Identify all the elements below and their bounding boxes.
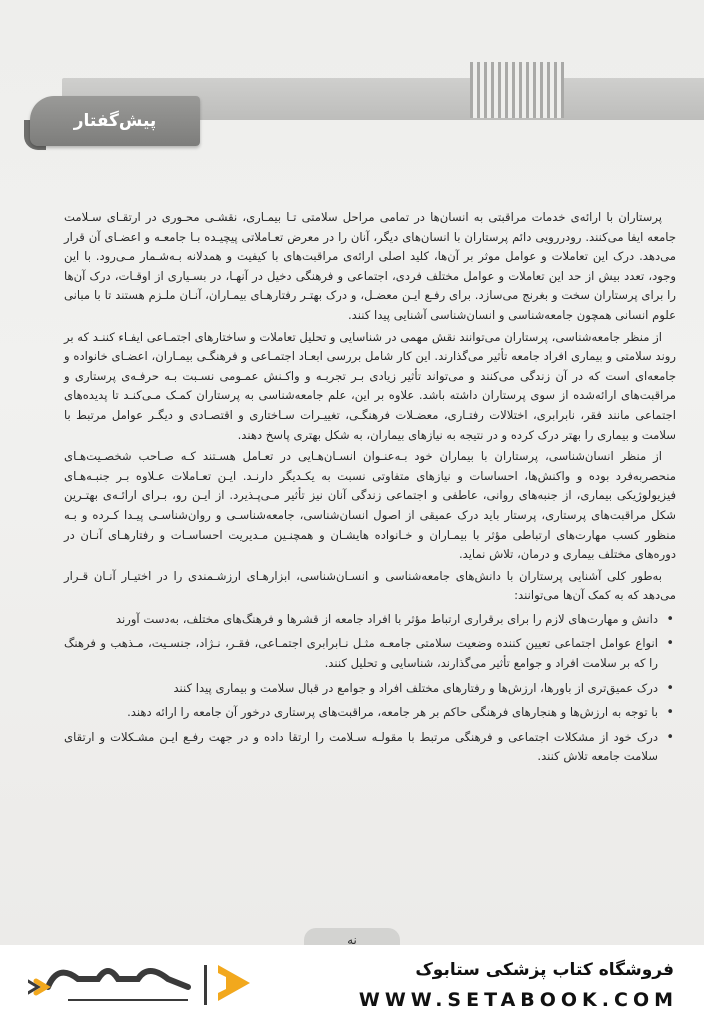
- list-item: • دانش و مهارت‌های لازم را برای برقراری ارتباط مؤثر با افراد جامعه از قشرها و فرهنگ‌های مختلف، به‌دست آورند: [64, 610, 658, 630]
- preface-body: [64, 208, 676, 772]
- header-stripes-decoration: [470, 62, 564, 118]
- setabook-logo-icon: [28, 957, 278, 1013]
- page-number: نه: [304, 928, 400, 945]
- paragraph: به‌طور کلی آشنایی پرستاران با دانش‌های جامعه‌شناسی و انسـان‌شناسی، ابزارهـای ارزشـمندی را در اختیـار آنـان قـرار می‌دهد که به کمک آن‌ها می‌توانند:: [64, 568, 676, 603]
- paragraph: از منظر جامعه‌شناسی، پرستاران می‌توانند نقش مهمی در شناسایی و تحلیل تعاملات و ساختارهای اجتمـاعی ایفـاء کننـد که بر روند سلامتی و بیماری افراد جامعه تأثیر می‌گذارند. این کار شامل بررسی ابعـاد اجتمـاعی و فرهنگـی بیمـاران، اعضـای خانواده و جامعه‌ای است که در آن زندگی می‌کنند و می‌تواند تأثیر زیادی بـر تجربـه و واکـنش عمـومی نسـبت بـه حرفـه‌ی پرستاری و مراقبت‌های ارائه‌شده از سوی پرستاران داشته باشد. علاوه بر این، علم جامعه‌شناسی به پرستاران کمـک مـی‌کنـد تا پدیده‌های اجتماعی مانند فقر، نابرابری، اختلالات رفتـاری، معضـلات فرهنگـی، تغییـرات سـاختاری و اقتصـادی و دیگـر عوامل مرتبط با سلامت و بیماری را بهتر درک کرده و در نتیجه به نیازهای بیماران، به شکل بهتری پاسخ دهند.: [64, 329, 676, 442]
- shop-title: فروشگاه کتاب پزشکی ستابوک: [415, 960, 674, 980]
- section-title-tab: [30, 96, 200, 146]
- list-item: • درک خود از مشکلات اجتماعی و فرهنگی مرتبط با مقولـه سـلامت را ارتقا داده و در جهت رفـع ایـن مشـکلات و ارتقای سلامت جامعه تلاش کنند.: [64, 728, 658, 767]
- paragraph: از منظر انسان‌شناسی، پرستاران با بیماران خود بـه‌عنـوان انسـان‌هـایی در تعـامل هسـتند کـه صـاحب شخصـیت‌هـای منحصربه‌فرد بوده و واکنش‌ها، احساسات و نیازهای متفاوتی نسبت به یکـدیگر دارنـد. ایـن تعـاملات عـلاوه بـر جنبـه‌هـای فیزیولوژیکی بیماری، از جنبه‌های روانی، عاطفی و اجتماعی زندگی آنان نیز تأثیر مـی‌پـذیرد. از ایـن رو، بـرای ارائـه‌ی بهتـرین شکل مراقبت‌های پرستاری، پرستار باید درک عمیقی از اصول انسان‌شناسی، جامعه‌شناسـی و روان‌شناسـی پیـدا کـرده و بـه منظور کسب مهارت‌های ارتباطی مؤثر با بیمـاران و خـانواده هایشـان و همچنـین مـدیریت احساسـات و رفتارهـای آنـان در دوره‌های مختلف بیماری و درمان، تلاش نماید.: [64, 449, 676, 562]
- list-item: • انواع عوامل اجتماعی تعیین کننده وضعیت سلامتی جامعـه مثـل نـابرابری اجتمـاعی، فقـر، نـژاد، جنسـیت، مـذهب و فرهنگ را که بر سلامت افراد و جوامع تأثیر می‌گذارند، شناسایی و تحلیل کنند.: [64, 634, 658, 673]
- shop-url-link[interactable]: WWW.SETABOOK.COM: [358, 989, 678, 1011]
- list-item: • با توجه به ارزش‌ها و هنجارهای فرهنگی حاکم بر هر جامعه، مراقبت‌های پرستاری درخور آن جامعه را ارائه دهند.: [64, 703, 658, 723]
- watermark-footer: [0, 945, 704, 1024]
- paragraph: پرستاران با ارائه‌ی خدمات مراقبتی به انسان‌ها در تمامی مراحل سلامتی تـا بیمـاری، نقشـی محـوری در ارتقـای سـلامت جامعه ایفا می‌کنند. رودررویی دائم پرستاران با انسان‌های دیگر، آنان را در معرض تعـاملاتی پیچیـده بـا جامعـه و اعضـای آن قرار می‌دهد. درک این تعاملات و عوامل موثر بر آن‌ها، کلید اصلی ارائه‌ی مراقبت‌های با کیفیت و همدلانه بـه‌شـمار مـی‌رود. با این وجود، تعدد بیش از حد این تعاملات و عوامل مختلف فردی، اجتماعی و فرهنگی دخیل در آنهـا، در بسـیاری از اوقـات، درک آن‌ها را برای پرستاران سخت و بغرنج می‌سازد. برای رفـع ایـن معضـل، و درک بهتـر رفتارهـای بیمـاران، آنـان ملـزم هستند تا با مبانی علوم انسانی همچون جامعه‌شناسی و انسان‌شناسی آشنایی پیدا کنند.: [64, 210, 676, 322]
- section-title: پیش‌گفتار: [73, 111, 157, 131]
- benefits-list: [64, 610, 676, 767]
- list-item: • درک عمیق‌تری از باورها، ارزش‌ها و رفتارهای مختلف افراد و جوامع در قبال سلامت و بیماری پیدا کنند: [64, 679, 658, 699]
